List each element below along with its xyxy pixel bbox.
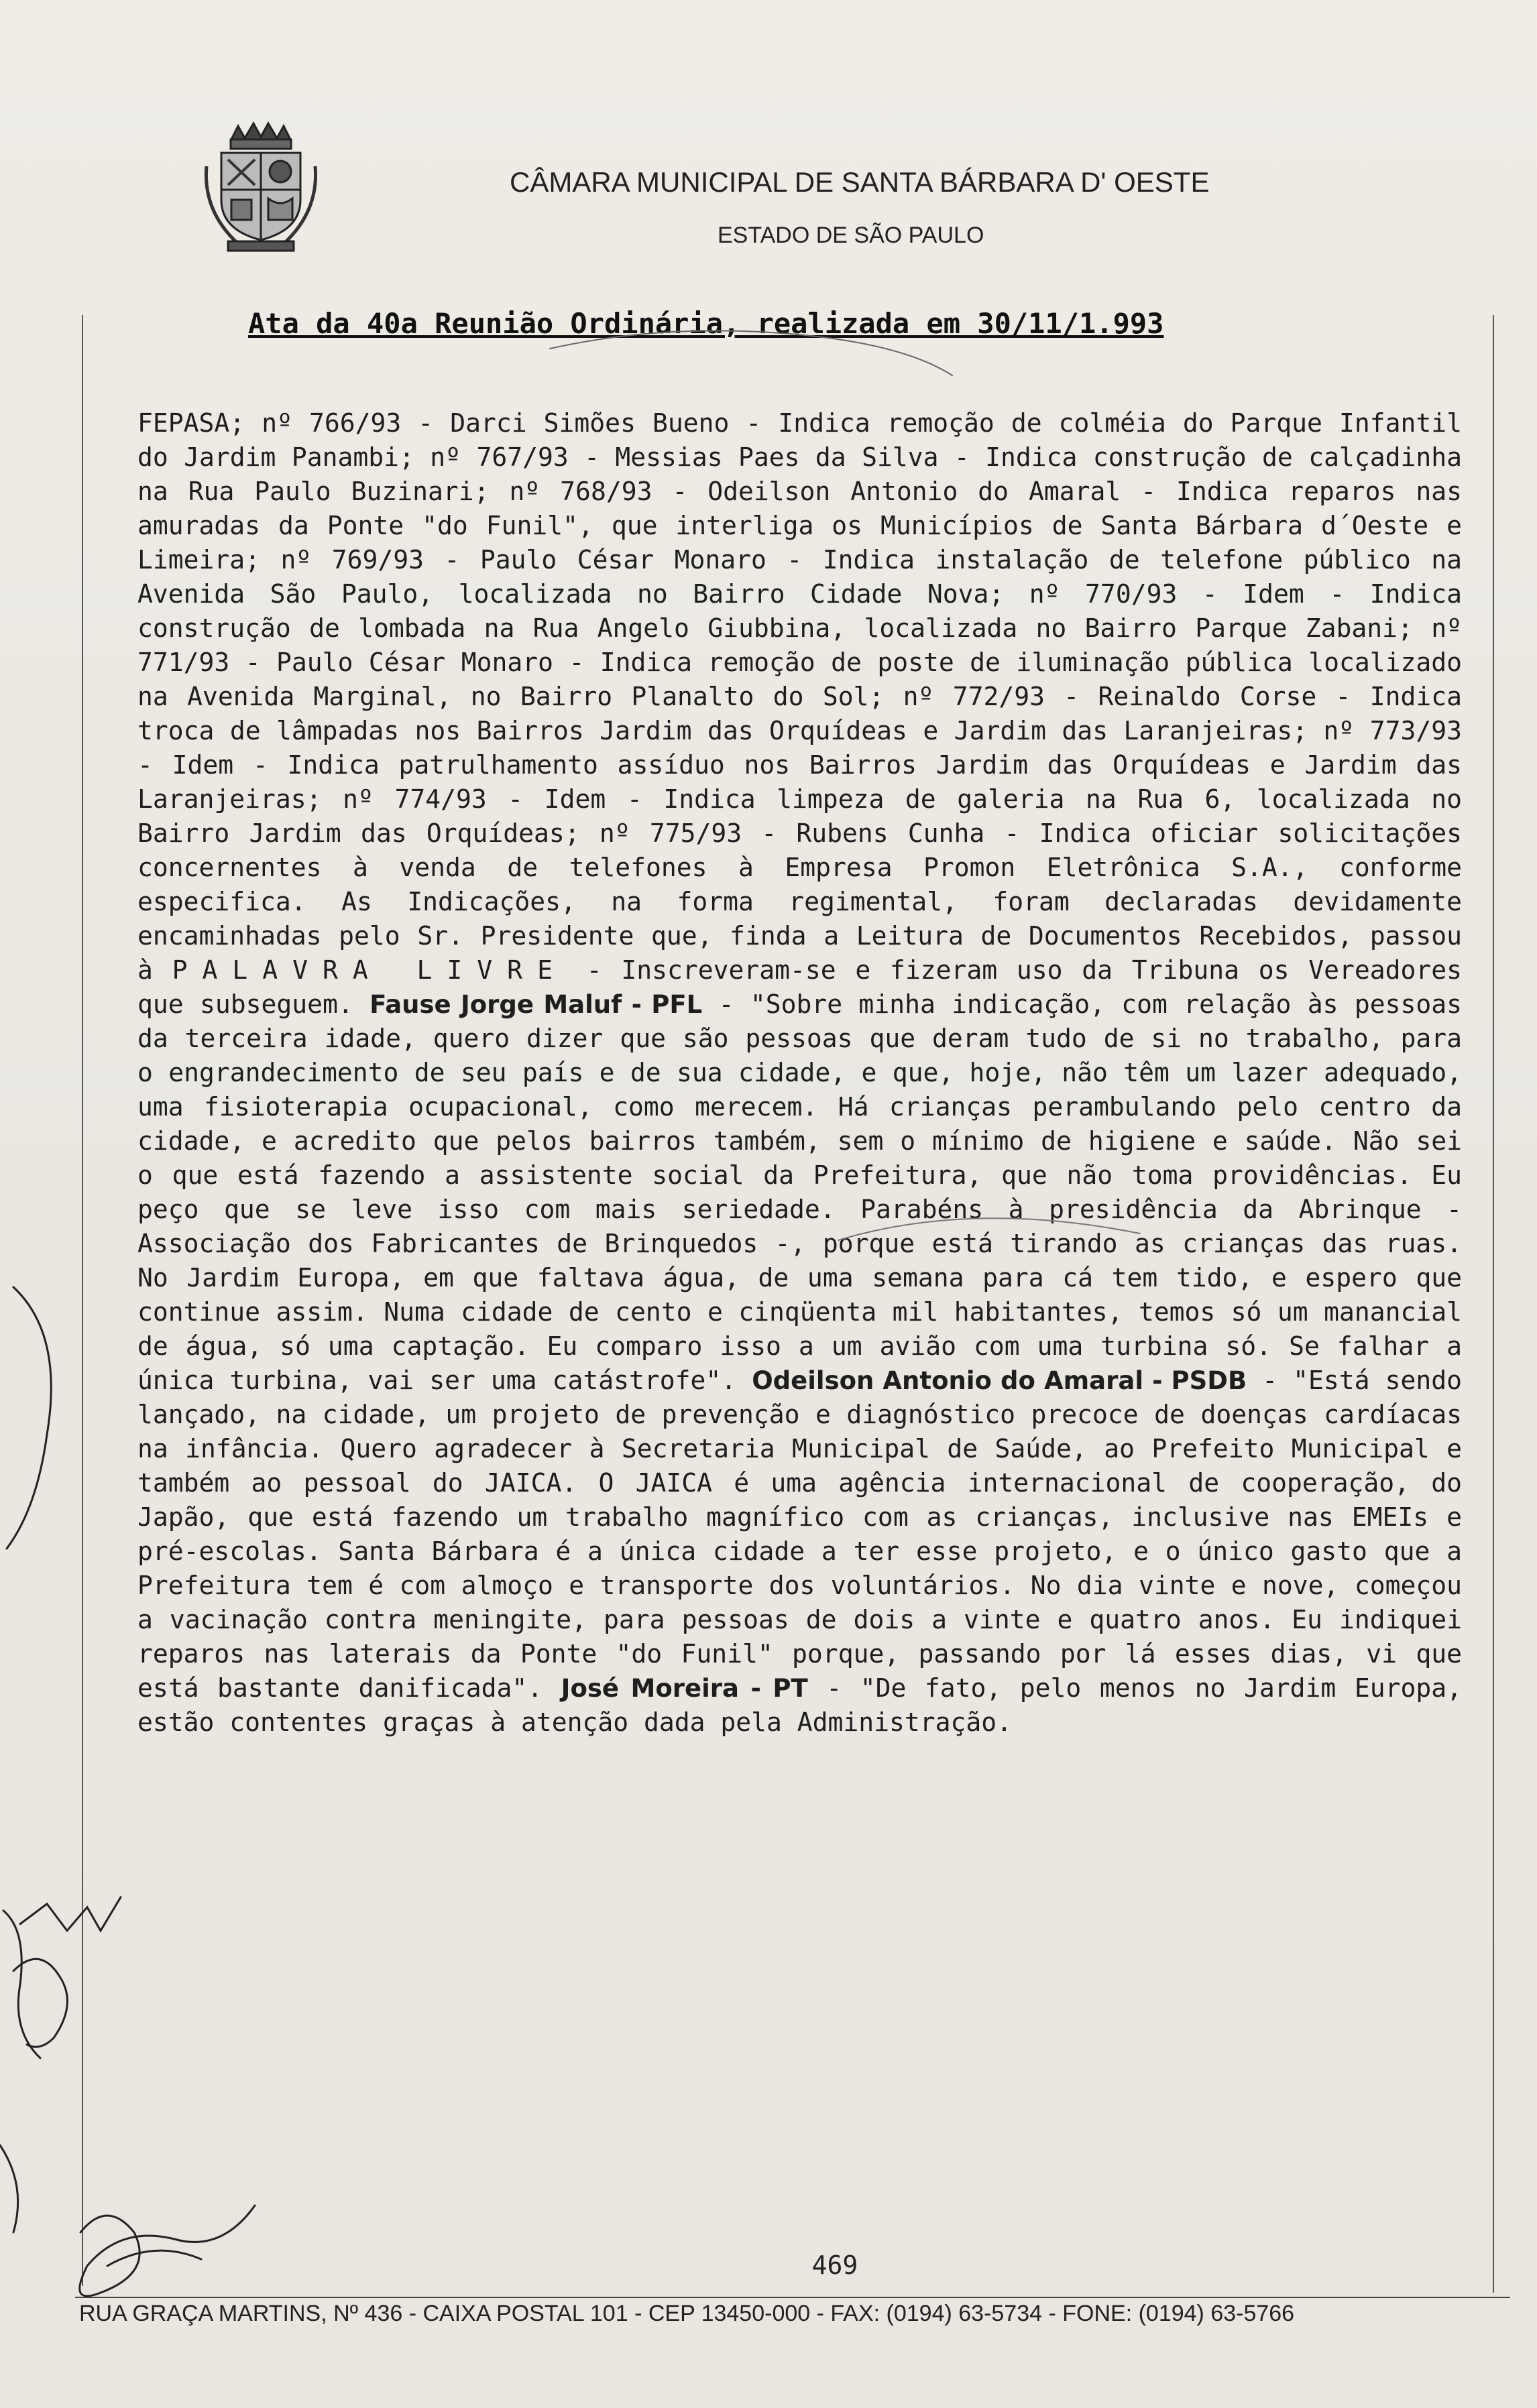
left-margin-rule xyxy=(82,315,83,2286)
speech-text: - "Sobre minha indicação, com relação às pessoas da terceira idade, quero dizer que são pessoas que deram tudo de si no trabalho, para o engrandecimento de seu país e de sua cidade, e que, hoje, não têm um lazer adequado, uma fisioterapia ocupacional, como merecem. Há crianças perambulando pelo centro da cidade, e acredito que pelos bairros também, sem o mínimo de higiene e saúde. Não sei o que está fazendo a assistente social da Prefeitura, que não toma providências. Eu peço que se leve isso com mais seriedade. Parabéns à presidência da Abrinque - Associação dos Fabricantes de Brinquedos -, porque está tirando as crianças das ruas. No Jardim Europa, em que faltava água, de uma semana para cá tem tido, e espero que continue assim. Numa cidade de cento e cinqüenta mil habitantes, temos só um manancial de água, só uma captação. Eu comparo isso a um avião com uma turbina só. Se falhar a única turbina, vai ser uma catástrofe". xyxy=(137,989,1462,1395)
speech-text: - "Está sendo lançado, na cidade, um projeto de prevenção e diagnóstico precoce de doenças cardíacas na infância. Quero agradecer à Secretaria Municipal de Saúde, ao Prefeito Municipal e também ao pessoal do JAICA. O JAICA é uma agência internacional de cooperação, do Japão, que está fazendo um trabalho magnífico com as crianças, inclusive nas EMEIs e pré-escolas. Santa Bárbara é a única cidade a ter esse projeto, e o único gasto que a Prefeitura tem é com almoço e transporte dos voluntários. No dia vinte e nove, começou a vacinação contra meningite, para pessoas de dois a vinte e quatro anos. Eu indiquei reparos nas laterais da Ponte "do Funil" porque, passando por lá esses dias, vi que está bastante danificada". xyxy=(137,1366,1462,1703)
state-subheader: ESTADO DE SÃO PAULO xyxy=(718,223,984,248)
palavra-livre-heading: PALAVRA LIVRE xyxy=(172,955,567,985)
footer-rule xyxy=(75,2297,1510,2298)
page-number: 469 xyxy=(811,2250,858,2280)
speech-text: - "De fato, pelo menos no Jardim Europa, estão contentes graças à atenção dada pela Administração. xyxy=(137,1673,1462,1737)
indications-paragraph: FEPASA; nº 766/93 - Darci Simões Bueno - Indica remoção de colméia do Parque Infantil do Jardim Panambi; nº 767/93 - Messias Paes da Silva - Indica construção de calçadinha na Rua Paulo Buzinari; nº 768/93 - Odeilson Antonio do Amaral - Indica reparos nas amuradas da Ponte "do Funil", que interliga os Municípios de Santa Bárbara d´Oeste e Limeira; nº 769/93 - Paulo César Monaro - Indica instalação de telefone público na Avenida São Paulo, localizada no Bairro Cidade Nova; nº 770/93 - Idem - Indica construção de lombada na Rua Angelo Giubbina, localizada no Bairro Parque Zabani; nº 771/93 - Paulo César Monaro - Indica remoção de poste de iluminação pública localizado na Avenida Marginal, no Bairro Planalto do Sol; nº 772/93 - Reinaldo Corse - Indica troca de lâmpadas nos Bairros Jardim das Orquídeas e Jardim das Laranjeiras; nº 773/93 - Idem - Indica patrulhamento assíduo nos Bairros Jardim das Orquídeas e Jardim das Laranjeiras; nº 774/93 - Idem - Indica limpeza de galeria na Rua 6, localizada no Bairro Jardim das Orquídeas; nº 775/93 - Rubens Cunha - Indica oficiar solicitações concernentes à venda de telefones à Empresa Promon Eletrônica S.A., conforme especifica. As Indicações, na forma regimental, foram declaradas devidamente encaminhadas pelo Sr. Presidente que, finda a Leitura de Documentos Recebidos, passou à xyxy=(137,408,1462,985)
minutes-title: Ata da 40a Reunião Ordinária, realizada em 30/11/1.993 xyxy=(248,307,1164,340)
minutes-body xyxy=(137,406,1462,1740)
speaker-name: Odeilson Antonio do Amaral - PSDB xyxy=(752,1366,1247,1395)
institution-header: CÂMARA MUNICIPAL DE SANTA BÁRBARA D' OESTE xyxy=(510,166,1210,198)
speaker-name: José Moreira - PT xyxy=(561,1674,808,1703)
footer-address: RUA GRAÇA MARTINS, Nº 436 - CAIXA POSTAL 101 - CEP 13450-000 - FAX: (0194) 63-5734 - FONE: (0194) 63-5766 xyxy=(79,2301,1295,2326)
inscription-sentence: - Inscreveram-se e fizeram uso da Tribuna os Vereadores que subseguem. xyxy=(137,955,1462,1019)
speaker-name: Fause Jorge Maluf - PFL xyxy=(369,990,703,1019)
right-margin-rule xyxy=(1493,315,1494,2293)
municipal-crest-logo xyxy=(201,119,321,253)
